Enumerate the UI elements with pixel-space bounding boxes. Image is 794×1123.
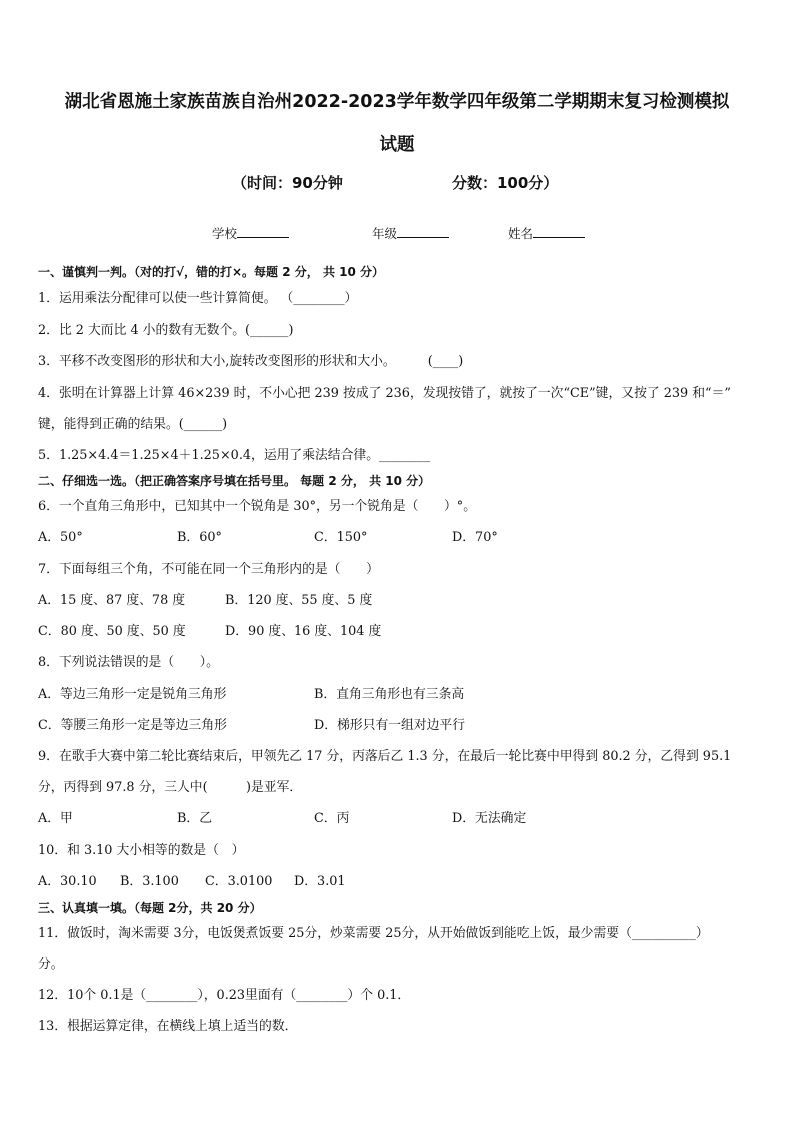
question-11-continued: 分。 [38, 957, 64, 972]
option-d: D．梯形只有一组对边平行 [314, 718, 466, 733]
section-1-heading: 一、谨慎判一判。（对的打√，错的打×。每题 2 分， 共 10 分） [38, 265, 384, 279]
option-a: A．30.10 [38, 874, 97, 889]
option-d: D．90 度、16 度、104 度 [225, 624, 382, 639]
name-label: 姓名 [508, 226, 534, 241]
question-12: 12．10个 0.1是（________），0.23里面有（________）个 0.1． [38, 988, 411, 1003]
option-c: C．丙 [314, 811, 350, 826]
question-9: 9．在歌手大赛中第二轮比赛结束后，甲领先乙 17 分，丙落后乙 1.3 分，在最后一轮比赛中甲得到 80.2 分，乙得到 95.1 [38, 749, 732, 764]
question-10: 10．和 3.10 大小相等的数是（ ） [38, 843, 245, 858]
question-9-continued: 分，丙得到 97.8 分，三人中( )是亚军． [38, 780, 303, 795]
section-3-heading: 三、认真填一填。（每题 2分，共 20 分） [38, 901, 262, 915]
score-info: 分数：100分） [452, 174, 559, 192]
option-d: D．70° [452, 530, 498, 545]
grade-blank [397, 225, 449, 238]
option-b: B．乙 [177, 811, 212, 826]
option-c: C．150° [314, 530, 368, 545]
option-b: B．3.100 [120, 874, 179, 889]
time-info: （时间：90分钟 [232, 174, 343, 192]
option-a: A．15 度、87 度、78 度 [38, 593, 186, 608]
section-2-heading: 二、仔细选一选。（把正确答案序号填在括号里。 每题 2 分， 共 10 分） [38, 474, 431, 488]
question-6: 6．一个直角三角形中，已知其中一个锐角是 30°，另一个锐角是（ ）°。 [38, 499, 476, 514]
school-label: 学校 [212, 226, 238, 241]
option-b: B．直角三角形也有三条高 [314, 687, 465, 702]
option-c: C．等腰三角形一定是等边三角形 [38, 718, 227, 733]
name-blank [533, 225, 585, 238]
option-a: A．50° [38, 530, 83, 545]
option-c: C．80 度、50 度、50 度 [38, 624, 186, 639]
grade-label: 年级 [372, 226, 398, 241]
question-11: 11．做饭时，淘米需要 3分，电饭煲煮饭要 25分，炒菜需要 25分，从开始做饭到能吃上饭，最少需要（__________） [38, 926, 709, 941]
option-b: B．60° [177, 530, 222, 545]
option-d: D．无法确定 [452, 811, 527, 826]
exam-title: 湖北省恩施土家族苗族自治州2022-2023学年数学四年级第二学期期末复习检测模拟 [64, 92, 730, 112]
option-c: C．3.0100 [205, 874, 273, 889]
school-field [212, 224, 289, 242]
exam-title-continued: 试题 [379, 135, 415, 155]
question-3: 3．平移不改变图形的形状和大小,旋转改变图形的形状和大小。 (____) [38, 354, 464, 369]
grade-field [372, 224, 449, 242]
option-d: D．3.01 [294, 874, 346, 889]
question-4: 4．张明在计算器上计算 46×239 时，不小心把 239 按成了 236，发现按错了，就按了一次“CE”键，又按了 239 和“＝” [38, 386, 731, 401]
question-5: 5．1.25×4.4＝1.25×4＋1.25×0.4，运用了乘法结合律。________ [38, 448, 431, 463]
question-13: 13．根据运算定律，在横线上填上适当的数． [38, 1019, 298, 1034]
name-field [508, 224, 585, 242]
question-2: 2．比 2 大而比 4 小的数有无数个。(______) [38, 323, 294, 338]
option-b: B．120 度、55 度、5 度 [225, 593, 373, 608]
question-1: 1．运用乘法分配律可以使一些计算简便。 （________） [38, 291, 358, 306]
option-a: A．甲 [38, 811, 73, 826]
question-7: 7．下面每组三个角，不可能在同一个三角形内的是（ ） [38, 562, 379, 577]
question-4-continued: 键，能得到正确的结果。(______) [38, 417, 228, 432]
option-a: A．等边三角形一定是锐角三角形 [38, 687, 227, 702]
question-8: 8．下列说法错误的是（ ）。 [38, 655, 219, 670]
school-blank [237, 225, 289, 238]
